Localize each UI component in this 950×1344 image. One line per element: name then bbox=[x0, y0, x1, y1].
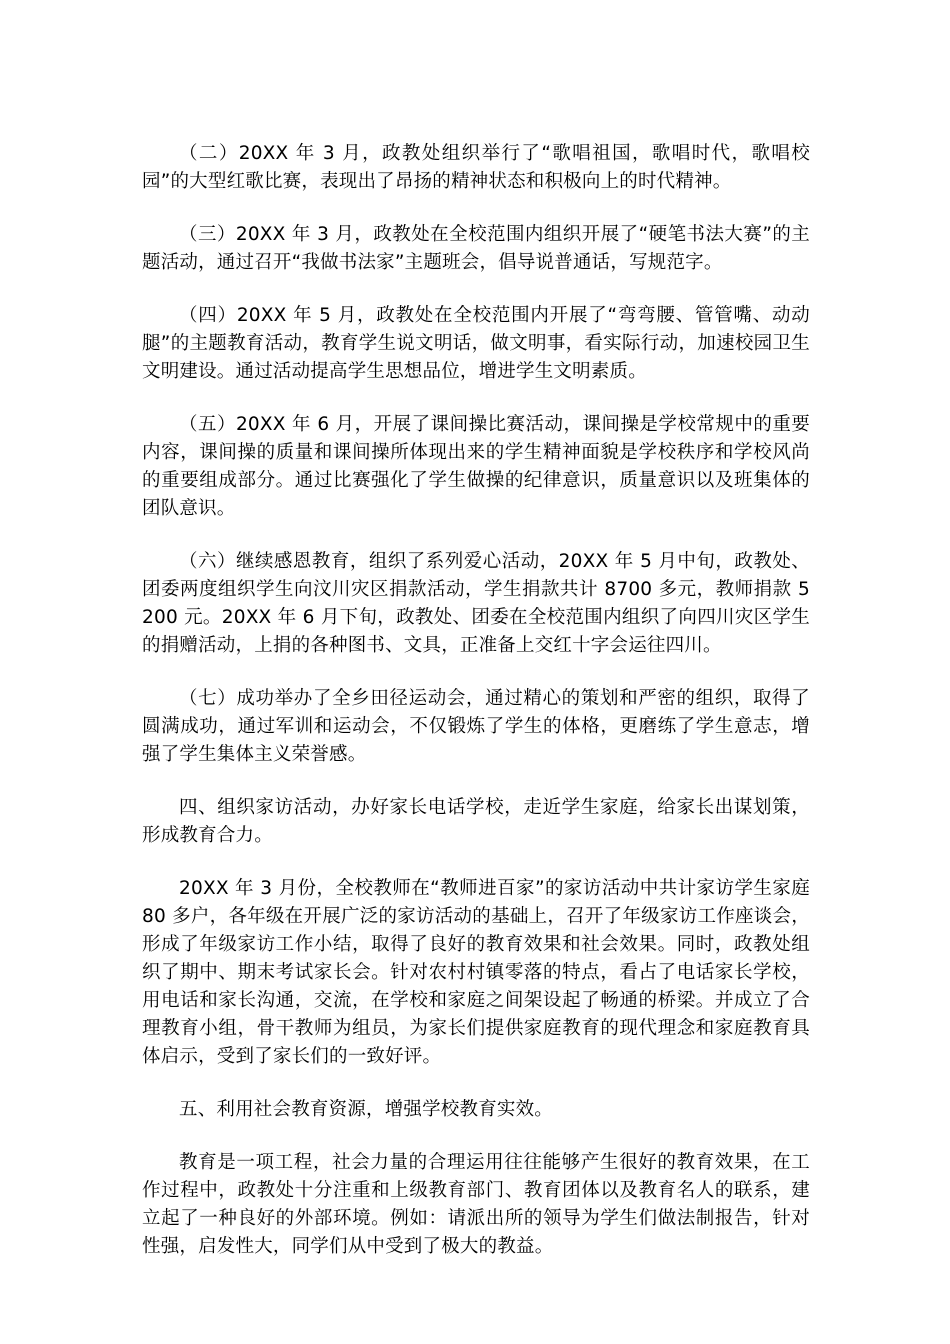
paragraph-3-event: （三）20XX 年 3 月，政教处在全校范围内组织开展了“硬笔书法大赛”的主题活动，通过召开“我做书法家”主题班会，倡导说普通话，写规范字。 bbox=[142, 224, 810, 273]
document-page bbox=[142, 140, 810, 1286]
paragraph-4-event: （四）20XX 年 5 月，政教处在全校范围内开展了“弯弯腰、管管嘴、动动腿”的主题教育活动，教育学生说文明话，做文明事，看实际行动，加速校园卫生文明建设。通过活动提高学生思想品位，增进学生文明素质。 bbox=[142, 305, 810, 382]
section-4-heading: 四、组织家访活动，办好家长电话学校，走近学生家庭，给家长出谋划策，形成教育合力。 bbox=[142, 797, 810, 846]
section-5-heading: 五、利用社会教育资源，增强学校教育实效。 bbox=[179, 1099, 554, 1120]
paragraph-6-event: （六）继续感恩教育，组织了系列爱心活动，20XX 年 5 月中旬，政教处、团委两度组织学生向汶川灾区捐款活动，学生捐款共计 8700 多元，教师捐款 5200 元。20XX 年 6 月下旬，政教处、团委在全校范围内组织了向四川灾区学生的捐赠活动，上捐的各种图书、文具，正准备上交红十字会运往四川。 bbox=[142, 551, 810, 656]
paragraph-2-event: （二）20XX 年 3 月，政教处组织举行了“歌唱祖国，歌唱时代，歌唱校园”的大型红歌比赛，表现出了昂扬的精神状态和积极向上的时代精神。 bbox=[142, 143, 810, 192]
paragraph-7-event: （七）成功举办了全乡田径运动会，通过精心的策划和严密的组织，取得了圆满成功，通过军训和运动会，不仅锻炼了学生的体格，更磨练了学生意志，增强了学生集体主义荣誉感。 bbox=[142, 688, 810, 765]
social-resources-paragraph: 教育是一项工程，社会力量的合理运用往往能够产生很好的教育效果，在工作过程中，政教处十分注重和上级教育部门、教育团体以及教育名人的联系，建立起了一种良好的外部环境。例如：请派出所的领导为学生们做法制报告，针对性强，启发性大，同学们从中受到了极大的教益。 bbox=[142, 1152, 810, 1257]
paragraph-5-event: （五）20XX 年 6 月，开展了课间操比赛活动，课间操是学校常规中的重要内容，课间操的质量和课间操所体现出来的学生精神面貌是学校秩序和学校风尚的重要组成部分。通过比赛强化了学生做操的纪律意识，质量意识以及班集体的团队意识。 bbox=[142, 414, 810, 519]
home-visit-paragraph: 20XX 年 3 月份，全校教师在“教师进百家”的家访活动中共计家访学生家庭 80 多户，各年级在开展广泛的家访活动的基础上，召开了年级家访工作座谈会，形成了年级家访工作小结，取得了良好的教育效果和社会效果。同时，政教处组织了期中、期末考试家长会。针对农村村镇零落的特点，看占了电话家长学校，用电话和家长沟通，交流，在学校和家庭之间架设起了畅通的桥梁。并成立了合理教育小组，骨干教师为组员，为家长们提供家庭教育的现代理念和家庭教育具体启示，受到了家长们的一致好评。 bbox=[142, 878, 810, 1067]
